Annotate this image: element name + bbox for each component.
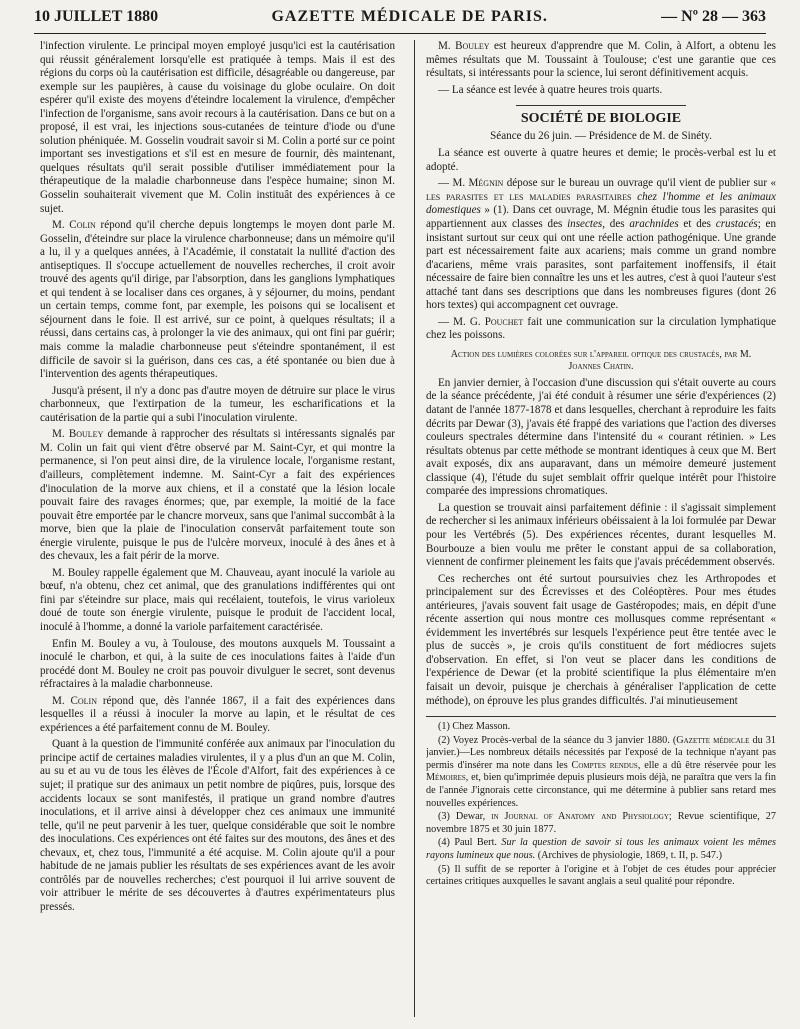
footnote: (5) Il suffit de se reporter à l'origine et à l'objet de ces études pour apprécier certaines critiques auxquelles le savant anglais a seul qualité pour répondre. — [426, 863, 776, 888]
speaker-name: M. Bouley — [52, 428, 104, 441]
footnote-text: (4) Paul Bert. — [438, 837, 502, 849]
paragraph-text: demande à rapprocher des résultats si intéressants signalés par M. Colin un fait qui vient d'être observé par M. Saint-Cyr, et qui montre la permanence, si l'on peut ainsi dire, de la virulence locale, l'organisme restant, d'ailleurs, complètement indemne. M. Saint-Cyr a fait des expériences d'inoculation de la morve aux chiens, et il a constaté que la lésion locale pouvait faire des ravages énormes; que, par exemple, la moitié de la face pouvait être emportée par le chancre morveux, sans que l'animal succombât à la morve, bien que la plaie de l'inoculation conservât parfaitement toute son énergie virulente, puisque le pus de l'ulcère morveux, inoculé à des ânes et à des chevaux, les a fait périr de la morve. — [40, 428, 395, 563]
journal-title: GAZETTE MÉDICALE DE PARIS. — [271, 8, 548, 25]
paragraph — [40, 428, 395, 563]
issue-and-page-number: — Nº 28 — 363 — [661, 8, 766, 25]
footnote-text: , elle a dû être réservée pour les — [637, 759, 776, 771]
paragraph: l'infection virulente. Le principal moyen employé jusqu'ici est la cautérisation qui réussit généralement lorsqu'elle est pratiquée à temps. Mais il est des régions du corps où la cautérisation est difficile, désagréable ou dangereuse, par exemple sur les paupières, à cause du voisinage du globe oculaire. On doit espérer qu'il existe des moyens d'éteindre localement la virulence, d'empêcher l'infection de l'organisme, sans avoir recours à la cautérisation. Dans ce but on a proposé, il est vrai, les injections sous-cutanées de teinture d'iode ou d'une solution phéniquée. M. Gosselin voudrait savoir si M. Colin a porté sur ce point important ses investigations et s'il est en mesure de fournir, dès maintenant, quelques résultats qu'il serait possible d'utiliser immédiatement pour la thérapeutique de la maladie charbonneuse dans l'espèce humaine; sinon M. Gosselin souhaiterait vivement que M. Colin instituât des expériences à ce sujet. — [40, 40, 395, 215]
paragraph-text: , des — [602, 218, 630, 231]
paragraph — [40, 219, 395, 382]
book-title-italic: chez l'homme et les animaux domestiques — [426, 190, 776, 217]
book-title: les parasites et les maladies parasitaires — [426, 190, 632, 203]
column-divider — [414, 40, 415, 1017]
term-arachnides: arachnides — [629, 218, 679, 231]
paragraph: Ces recherches ont été surtout poursuivies chez les Arthropodes et principalement sur des Écrevisses et des Coléoptères. Pour mes études antérieures, j'avais souvent fait usage de Gastéropodes; mais, en dépit d'une récente assertion qui nous montre ces mollusques comme représentant « évidemment les invertébrés sur lesquels l'expérience peut être tentée avec le plus de succès », je crois qu'ils constituent de fort médiocres sujets d'observation. En effet, si l'on veut se placer dans les conditions de l'expérience de Dewar (et la probité scientifique la plus élémentaire m'en faisait un devoir, puisque je cherchais à généraliser l'application de cette méthode), on éprouve les plus grandes difficultés. J'ai minutieusement — [426, 572, 776, 707]
article-title: Action des lumières colorées sur l'appareil optique des crustacés, par M. Joannes Chatin. — [450, 348, 752, 372]
paragraph — [426, 316, 776, 343]
journal-name: Mémoires — [426, 772, 466, 784]
paragraph — [40, 695, 395, 736]
paragraph: Quant à la question de l'immunité conférée aux animaux par l'inoculation du principe actif de certaines maladies virulentes, il y a plus d'un an que M. Colin, au su et au vu de tous les élèves de l'École d'Alfort, fait des expériences à ce sujet; il pratique sur des animaux un petit nombre de piqûres, puis, lorsque des accidents locaux se sont manifestés, il pratique un grand nombre d'autres inoculations, et il arrive ainsi à développer chez ces animaux une immunité telle, qu'il ne peut parvenir à les tuer, quelque considérable que soit le nombre des inoculations. Ces expériences ont été faites sur des moutons, des ânes et des chevaux, et, chez tous, l'immunité a été acquise. M. Colin ajoute qu'il a pour habitude de ne jamais publier les résultats de ses expériences avant de les avoir contrôlés par de nouvelles recherches; c'est pourquoi il lui arrive souvent de voir attribuer le mérite de ses découvertes à d'autres expérimentateurs plus pressés. — [40, 738, 395, 913]
section-title: SOCIÉTÉ DE BIOLOGIE — [516, 105, 686, 126]
journal-name: in Journal of Anatomy and Physiology — [491, 811, 669, 823]
header-date: 10 JUILLET 1880 — [34, 8, 159, 25]
paragraph-text: ; en insistant surtout sur ceux qui ont une réelle action pathogénique. Une grande part est nécessairement faite aux acariens; mais comme un grand nombre d'acariens, même vrais parasites, sont parfaitement inoffensifs, il était nécessaire de faire bien connaître les uns et les autres, c'est à quoi l'auteur s'est attaché tant dans ses descriptions que dans les nombreuses figures (dont 26 hors textes) qui accompagnent cet ouvrage. — [426, 218, 776, 312]
speaker-name: M. Bouley — [438, 40, 490, 52]
footnote-text: du 31 janvier.)—Les nombreux détails nécessités par l'exposé de la technique n'ayant pas permis d'insérer ma note dans les — [426, 734, 776, 771]
footnote — [426, 837, 776, 862]
paragraph-text: est heureux d'apprendre que M. Colin, à Alfort, a obtenu les mêmes résultats que M. Toussaint à Toulouse; c'est une garantie que ces résultats, si intéressants pour la science, lui seront définitivement acquis. — [426, 40, 776, 80]
paragraph: La question se trouvait ainsi parfaitement définie : il s'agissait simplement de rechercher si les animaux inférieurs obéissaient à la loi formulée par Dewar pour les Vertébrés (5). Des expériences récentes, durant lesquelles M. Bourbouze a bien voulu me prêter le constant appui de sa collaboration, viennent de confirmer pleinement les faits que j'avais précédemment observés. — [426, 501, 776, 569]
journal-name: Comptes rendus — [571, 759, 638, 771]
paragraph-text: répond que, dès l'année 1867, il a fait des expériences dans lesquelles il a réussi à inoculer la morve au lapin, et le résultat de ces expériences a été parfaitement connu de M. Bouley. — [40, 694, 395, 734]
speaker-name: — M. Mégnin — [438, 177, 504, 190]
speaker-name: — M. G. Pouchet — [438, 315, 524, 328]
header-rule — [34, 33, 766, 34]
footnote-text: ; Revue scientifique, 27 novembre 1875 et 30 juin 1877. — [426, 811, 776, 835]
left-column — [40, 40, 395, 1015]
article-reference: Sur la question de savoir si tous les animaux voient les mêmes rayons lumineux que nous. — [426, 837, 776, 861]
page-header — [34, 8, 766, 30]
term-crustaces: crustacés — [715, 218, 758, 231]
footnote — [426, 811, 776, 836]
footnote-text: , et, bien qu'imprimée depuis plusieurs mois déjà, ne paraîtra que vers la fin de l'année J'ignorais cette circonstance, qui me détermine à publier sans retard mes nouvelles expériences. — [426, 772, 776, 809]
session-line: Séance du 26 juin. — Présidence de M. de Sinéty. — [490, 129, 712, 142]
paragraph: Enfin M. Bouley a vu, à Toulouse, des moutons auxquels M. Toussaint a inoculé le charbon, et qui, à la suite de ces inoculations faites à l'aide d'un procédé dont M. Bouley ne croit pas pouvoir divulguer le secret, sont devenus réfractaires à la maladie charbonneuse. — [40, 637, 395, 691]
footnote-text: (2) Voyez Procès-verbal de la séance du 3 janvier 1880. ( — [438, 734, 677, 746]
speaker-name: M. Colin — [52, 219, 96, 232]
paragraph — [426, 40, 776, 81]
paragraph-text: répond qu'il cherche depuis longtemps le moyen dont parle M. Gosselin, d'éteindre sur place la virulence charbonneuse; dans un mémoire qu'il a lu, il y a quelques années, à l'Académie, il constatait la nullité d'action des antiseptiques. Il s'occupe actuellement de nouvelles recherches, il croit avoir trouvé des agents qu'il dirige, par l'absorption, dans les ganglions lymphatiques et qui tendent à se localiser dans ces organes, à y séjourner, du moins, pendant un certain temps, comme font, par exemple, les poisons qui se localisent et séjournent dans le foie. Il est arrivé, sur ce point, à quelques résultats; il a réussi, dans certains cas, à prolonger la vie des animaux, qui ont fini par guérir; mais comme la maladie charbonneuse peut s'éteindre spontanément, il est difficile de savoir si la guérison, dans ces cas, a été spontanée ou bien due à l'intervention des agents thérapeutiques. — [40, 219, 395, 381]
paragraph-text: et des — [678, 218, 716, 231]
speaker-name: M. Colin — [52, 694, 97, 707]
paragraph: Jusqu'à présent, il n'y a donc pas d'autre moyen de détruire sur place le virus charbonneux, que l'extirpation de la tumeur, les escharifications et la cautérisation de la partie qui a subi l'inoculation virulente. — [40, 384, 395, 424]
paragraph-text: » (1). Dans cet ouvrage, M. Mégnin étudie tous les parasites qui appartiennent aux classes des — [426, 204, 776, 231]
term-insectes: insectes — [567, 218, 603, 231]
footnote — [426, 735, 776, 811]
journal-name: Gazette médicale — [676, 734, 750, 746]
paragraph: La séance est ouverte à quatre heures et demie; le procès-verbal est lu et adopté. — [426, 147, 776, 173]
footnote: (1) Chez Masson. — [438, 721, 511, 733]
footnotes — [426, 716, 776, 889]
footnote-text: (3) Dewar, — [438, 811, 492, 823]
paragraph-text: dépose sur le bureau un ouvrage qu'il vient de publier sur « — [503, 177, 776, 190]
paragraph: En janvier dernier, à l'occasion d'une discussion qui s'était ouverte au cours de la séance précédente, j'ai été conduit à résumer une série d'expériences (2) datant de l'année 1877-1878 et dans lesquelles, cherchant à reproduire les faits décrits par Dewar (3), j'avais été frappé des variations que l'action des diverses couleurs spectrales détermine dans l'intensité du « courant rétinien. » Les résultats obtenus par cette méthode se montrant identiques à ceux que M. Bert avait exposés, dix ans auparavant, dans un mémoire demeuré justement classique (4), l'étude du sujet semblait offrir quelque intérêt pour l'histoire comparée des impressions chromatiques. — [426, 376, 776, 498]
footnote-text: (Archives de physiologie, 1869, t. II, p. 547.) — [535, 850, 722, 861]
paragraph: M. Bouley rappelle également que M. Chauveau, ayant inoculé la variole au bœuf, n'a obtenu, chez cet animal, que des granulations indifférentes qui ont fini par s'éteindre sur place, mais qui recélaient, toutefois, le virus varioleux doué de toute son énergie virulente, puisque le produit de l'accident local, inoculé à l'homme, a donné la variole parfaitement caractérisée. — [40, 566, 395, 633]
right-column — [426, 40, 776, 1020]
paragraph: — La séance est levée à quatre heures trois quarts. — [438, 83, 663, 96]
paragraph — [426, 177, 776, 312]
paragraph-text: fait une communication sur la circulation lymphatique chez les poissons. — [426, 315, 776, 342]
